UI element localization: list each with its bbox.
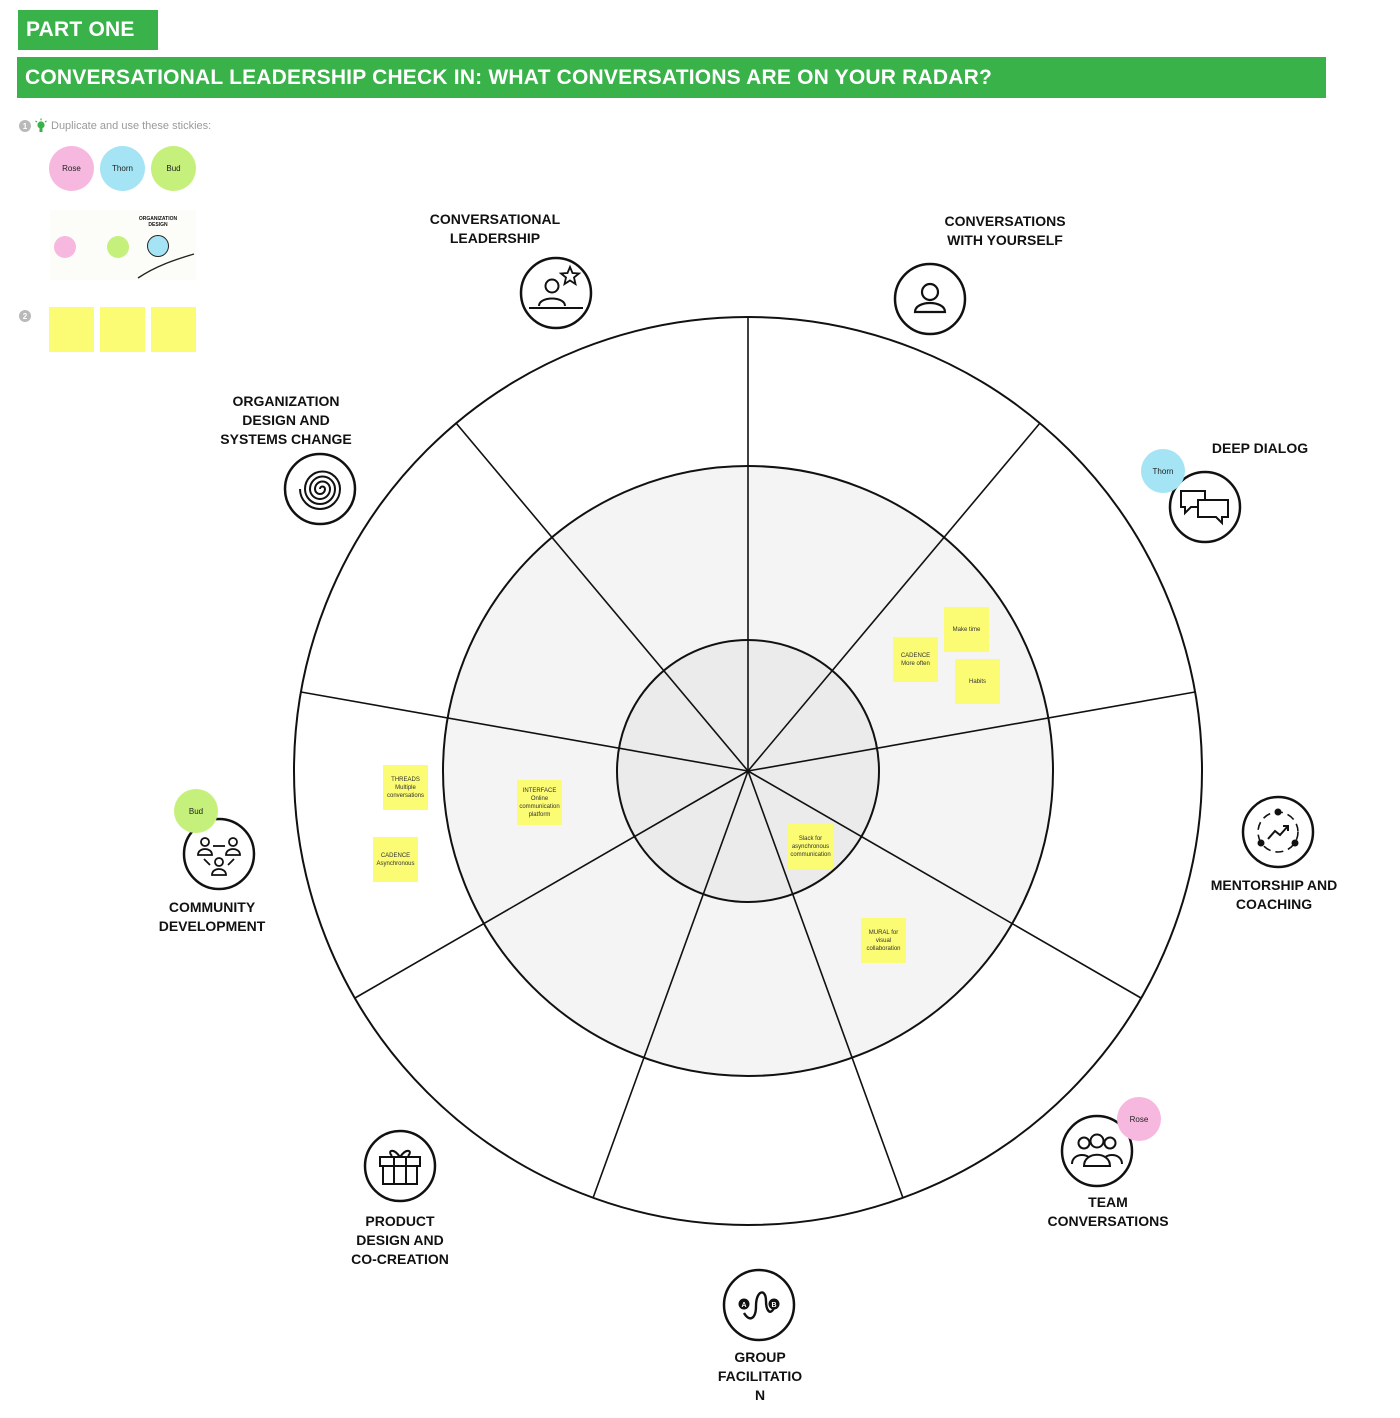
bud-dot[interactable]: Bud xyxy=(174,789,218,833)
leader-star-icon xyxy=(519,256,593,335)
page-title: CONVERSATIONAL LEADERSHIP CHECK IN: WHAT CONVERSATIONS ARE ON YOUR RADAR? xyxy=(17,57,1326,98)
person-icon xyxy=(893,262,967,341)
bud-sticky-dot[interactable]: Bud xyxy=(151,146,196,191)
sticky-note[interactable]: Make time xyxy=(944,607,989,652)
sticky-note[interactable]: THREADS Multiple conversations xyxy=(383,765,428,810)
sticky-note[interactable]: INTERFACE Online communication platform xyxy=(517,780,562,825)
example-label: ORGANIZATION DESIGN xyxy=(138,216,178,228)
step-number-badge: 1 xyxy=(19,120,31,132)
thorn-sticky-dot[interactable]: Thorn xyxy=(100,146,145,191)
svg-text:B: B xyxy=(771,1302,777,1309)
category-community-development: COMMUNITY DEVELOPMENT xyxy=(158,899,266,934)
part-one-banner: PART ONE xyxy=(18,10,158,50)
category-product-design: PRODUCT DESIGN AND CO-CREATION xyxy=(351,1213,449,1267)
category-conversations-with-yourself: CONVERSATIONS WITH YOURSELF xyxy=(944,213,1066,248)
ab-path-icon xyxy=(722,1268,796,1347)
rose-dot[interactable]: Rose xyxy=(1117,1097,1161,1141)
category-deep-dialog: DEEP DIALOG xyxy=(1211,440,1309,456)
category-group-facilitation: GROUP FACILITATIO N xyxy=(717,1349,803,1403)
category-org-design: ORGANIZATION DESIGN AND SYSTEMS CHANGE xyxy=(220,393,352,447)
growth-cycle-icon xyxy=(1241,795,1315,874)
sticky-note[interactable]: Slack for asynchronous communication xyxy=(788,824,833,869)
svg-text:A: A xyxy=(741,1302,747,1309)
thorn-dot[interactable]: Thorn xyxy=(1141,449,1185,493)
sticky-note[interactable]: CADENCE Asynchronous xyxy=(373,837,418,882)
category-team-conversations: TEAM CONVERSATIONS xyxy=(1047,1194,1169,1229)
sticky-note[interactable]: Habits xyxy=(955,659,1000,704)
step-number-badge-2: 2 xyxy=(19,310,31,322)
instruction-text: Duplicate and use these stickies: xyxy=(51,120,212,132)
sticky-note[interactable]: CADENCE More often xyxy=(893,637,938,682)
rose-sticky-dot[interactable]: Rose xyxy=(49,146,94,191)
category-mentorship-coaching: MENTORSHIP AND COACHING xyxy=(1210,877,1338,912)
category-conversational-leadership: CONVERSATIONAL LEADERSHIP xyxy=(429,211,561,246)
sticky-note[interactable]: MURAL for visual collaboration xyxy=(861,918,906,963)
gift-icon xyxy=(363,1129,437,1208)
spiral-icon xyxy=(283,452,357,531)
